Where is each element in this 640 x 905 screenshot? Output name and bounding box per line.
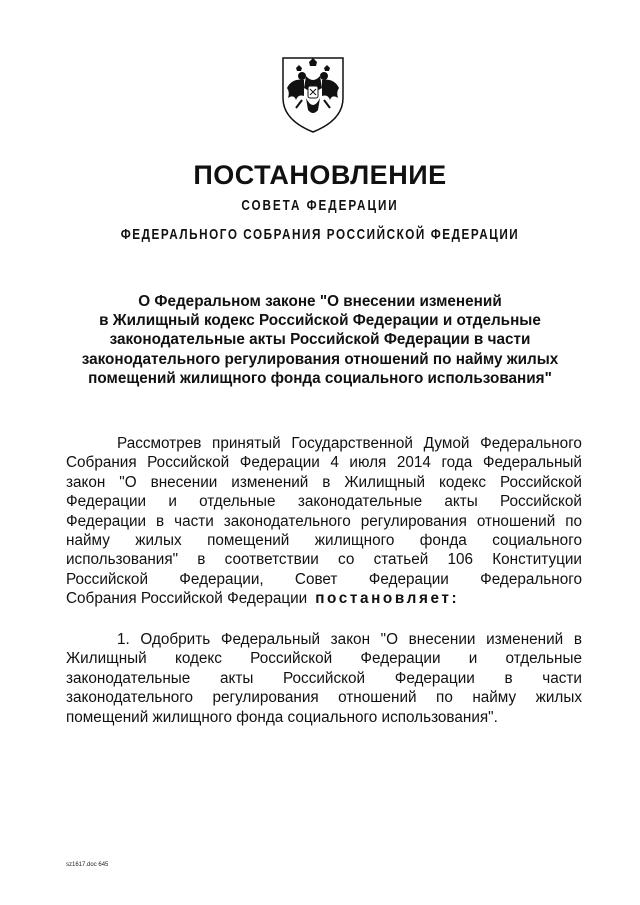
word: Российской — [499, 493, 582, 511]
resolution-subject — [60, 292, 580, 388]
line-text: помещений жилищного фонда социального использования". — [66, 708, 498, 726]
word: изменений — [231, 473, 309, 491]
word: Конституции — [492, 551, 582, 569]
subject-line: законодательные акты Российской Федерации в части — [109, 331, 531, 349]
word: принятый — [212, 435, 281, 452]
word: найму — [472, 689, 517, 707]
word: акты — [219, 669, 254, 687]
document-code: sz1617.doc 645 — [66, 862, 109, 868]
word: жилых — [135, 532, 182, 550]
text-line — [66, 570, 582, 589]
word: Федерации — [66, 493, 147, 511]
text-line-last — [66, 589, 582, 608]
word: закон — [66, 473, 106, 491]
subject-line: в Жилищный кодекс Российской Федерации и отдельные — [99, 312, 541, 330]
document-title: ПОСТАНОВЛЕНИЕ — [193, 160, 447, 190]
word: Думой — [423, 435, 470, 452]
word: в — [322, 473, 331, 491]
word: закон — [330, 631, 371, 648]
word: "О — [380, 631, 399, 648]
word: по — [436, 689, 453, 707]
word: законодательного — [66, 689, 194, 707]
word: регулирования — [212, 689, 319, 707]
word: отношений — [338, 689, 417, 707]
word: Жилищный — [66, 650, 147, 668]
word: части — [542, 669, 582, 687]
word: Федерации, — [179, 570, 264, 588]
word: Федеральный — [220, 631, 321, 648]
text-line-last — [66, 708, 582, 727]
word: отдельные — [199, 493, 276, 511]
word: внесении — [408, 631, 476, 648]
word: жилых — [535, 689, 582, 707]
word: статьей — [373, 551, 429, 569]
text-line — [66, 473, 582, 492]
word: изменений — [486, 631, 564, 648]
word: Федерального — [480, 570, 582, 588]
word: Рассмотрев — [117, 435, 202, 452]
subject-line: помещений жилищного фонда социального использования" — [88, 369, 552, 387]
text-line — [66, 649, 582, 668]
preamble-paragraph — [66, 434, 582, 609]
word: жилищного — [314, 532, 395, 550]
word: и — [168, 493, 177, 511]
word: Российской — [66, 570, 148, 588]
word: Федерального — [480, 435, 582, 452]
subject-line: законодательного регулирования отношений по найму жилых — [81, 350, 559, 368]
text-line — [66, 434, 582, 453]
word: отдельные — [505, 650, 582, 668]
word: Российской — [147, 454, 230, 472]
word: 2014 — [396, 454, 431, 472]
word: 4 — [330, 454, 339, 472]
word: Одобрить — [140, 631, 211, 648]
word: найму — [66, 532, 110, 550]
resolution-item-1 — [66, 630, 582, 727]
line-text: Собрания Российской Федерации — [66, 590, 308, 608]
word: июля — [349, 454, 387, 472]
word: законодательного — [223, 512, 351, 530]
issuer-line-1: СОВЕТА ФЕДЕРАЦИИ — [241, 197, 399, 214]
word: в — [197, 551, 206, 569]
word: кодекс — [174, 650, 222, 668]
russian-coat-of-arms-icon — [278, 54, 348, 134]
word: отношений — [476, 512, 556, 530]
word: Федерации — [239, 454, 320, 472]
word: Российской — [250, 650, 333, 668]
word: Собрания — [66, 454, 137, 472]
word: Жилищный — [344, 473, 426, 491]
word: в — [504, 669, 513, 687]
word: кодекс — [439, 473, 487, 491]
subject-line: О Федеральном законе "О внесении изменений — [138, 293, 502, 310]
text-line — [66, 453, 582, 472]
word: помещений — [207, 532, 290, 550]
word: в — [573, 631, 582, 648]
text-line — [66, 550, 582, 569]
word: регулирования — [360, 512, 467, 530]
word: социального — [492, 532, 582, 550]
word: 1. — [117, 631, 130, 648]
word: "О — [119, 473, 137, 491]
text-line — [66, 531, 582, 550]
word: Государственной — [291, 435, 413, 452]
word: Российской — [499, 473, 582, 491]
word: законодательные — [66, 669, 191, 687]
word: Совет — [294, 570, 338, 588]
word: в — [156, 512, 165, 530]
word: Федерации — [394, 669, 475, 687]
text-line — [66, 492, 582, 511]
word: соответствии — [224, 551, 319, 569]
text-line — [66, 669, 582, 688]
word: Федерации — [360, 650, 441, 668]
word: части — [174, 512, 214, 530]
resolves-keyword: постановляет: — [315, 590, 460, 608]
word: Федеральный — [482, 454, 582, 472]
word: со — [338, 551, 355, 569]
word: фонда — [419, 532, 467, 550]
word: Российской — [283, 669, 366, 687]
word: 106 — [447, 551, 474, 569]
word: и — [468, 650, 478, 668]
word: Федерации — [368, 570, 449, 588]
text-line — [66, 630, 582, 649]
text-line — [66, 688, 582, 707]
word: акты — [444, 493, 478, 511]
word: использования" — [66, 551, 179, 569]
word: по — [565, 512, 582, 530]
text-line — [66, 512, 582, 531]
word: года — [441, 454, 473, 472]
word: законодательные — [297, 493, 423, 511]
issuer-line-2: ФЕДЕРАЛЬНОГО СОБРАНИЯ РОССИЙСКОЙ ФЕДЕРАЦИИ — [120, 226, 520, 243]
word: внесении — [150, 473, 218, 491]
word: Федерации — [66, 512, 147, 530]
